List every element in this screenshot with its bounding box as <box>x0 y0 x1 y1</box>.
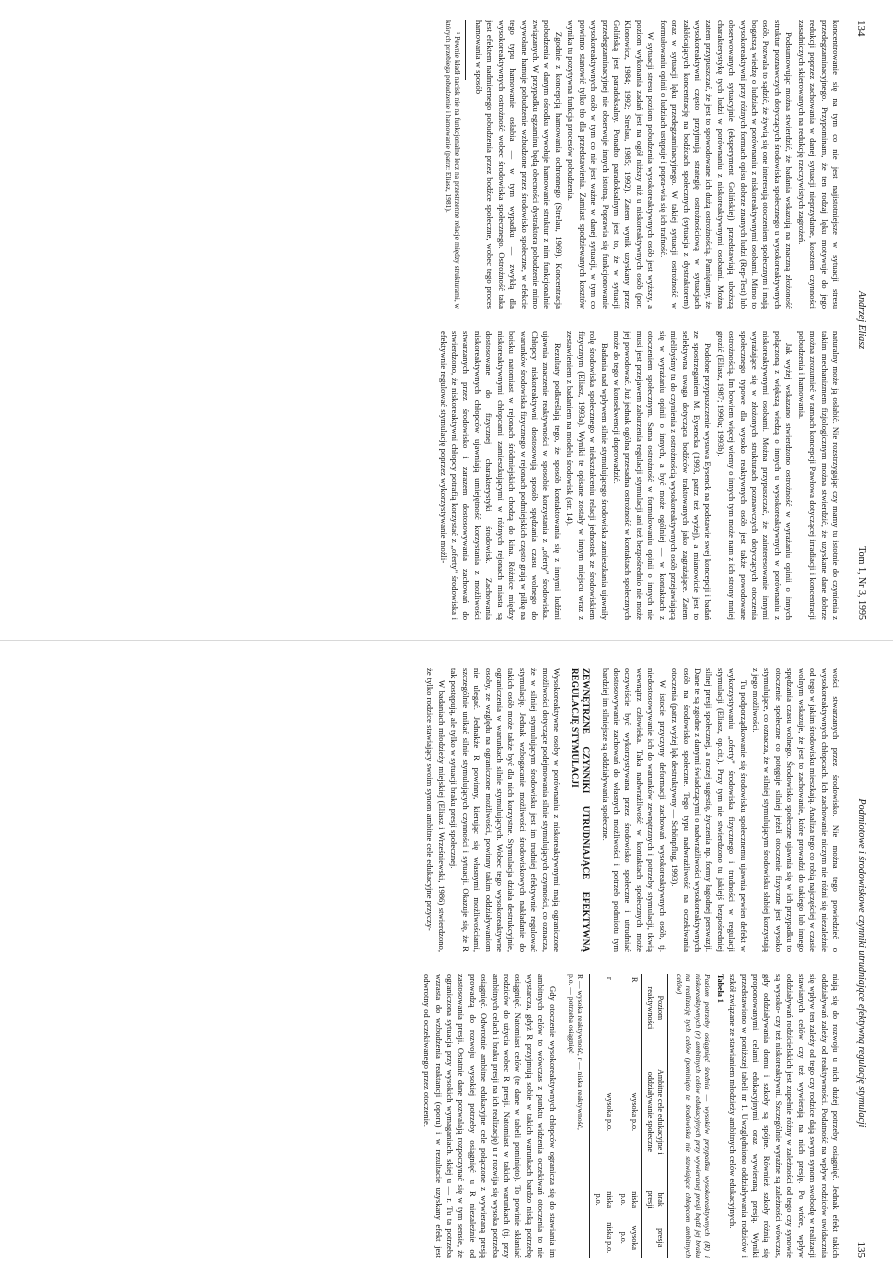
table-cell: niska p.o. <box>619 1191 639 1209</box>
paragraph: koncentrowanie się na tym co nie jest najistotniejsze w sytuacji stresu przedegzaminacyjnego. Przypominam, że ten rodzaj lęku motywuje do jego redukcji poprzez zachowania w danej sytuacji nieprzydatne, kosztem czynności zasadniczych skierowanych na redukcję rzeczywistych zagrożeń. <box>796 20 841 309</box>
table-caption: Poziom potrzeby osiągnięć średnia — wysoki/w przypadku wysokoreaktywnych (R) i niskoreaktywnych (r) ambitnych celów edukacyjnych przy wywieranej presji bądź jej braku na realizację tych celów (pominięto te środowiska nie stawiające chłopcom ambitnych celów) <box>674 974 713 1258</box>
right-column-1 <box>27 668 841 952</box>
paragraph: Rezultaty podkreślają tego, że sposób kontaktowania się z innymi ludźmi ujawnia znaczenie reaktywności w sposobie korzystania z „oferty" środowiska. Chłopcy niskoreaktywni dostosowują sposób spędzania czasu wolnego do warunków środowiska fizycznego w rejonach podmiejskich często grają w piłkę na boisku natomiast w rejonach śródmiejskich chodzą do kina. Różnice między niskoreaktywnymi chłopcami zamieszkującymi w różnych rejonach miasta są dostosowane do fizycznej charakterystyki środowisk. Zachowania niskoreaktywnych chłopców ujawniają umiejętność korzystania z możliwości stwarzanych przez środowisko i zarazem dostosowywania zachowań do stwierdzono, że niskoreaktywni chłopcy potrafią korzystać z „oferty" środowiska i efektywnie regulować stymulację poprzez wykorzystywanie możli- <box>438 331 563 620</box>
left-author: Andrzej Eliasz <box>856 290 867 350</box>
paragraph: niają się do rozwoju u nich dużej potrzeby osiągnięć. Jednak efekt takich oddziaływań zależy od reaktywności. Podatność na wpływ rodziców uwidacznia się wpływ ten zależy od tego czy rodzice dają swym synom swobodę w realizacji stawianych celów czy też wywierają na nich presję. Po wtóre, wpływ oddziaływań rodzicielskich jest zupełnie różny w zależności od tego czy synowie są wysoko- czy też niskoreaktywni. Szczególnie wyraźne są zależności wówczas, gdy oddziaływania domu i szkoły są spójne. Również szkoły różnią się proponowanymi celami edukacyjnymi oraz wywieraną presją. Wyniki przedstawiono w poniższej tabeli nr 1. Uwzględniono oddziaływania rodziców i szkół związane ze stawianiem młodzieży ambitnych celów edukacyjnych. <box>728 974 841 1258</box>
paragraph: Jak wyżej wskazano stwierdzono ostrożność w wyrażaniu opinii o innych połączoną z większą wiedzą o innych u wysokoreaktywnych w porównaniu z niskoreaktywnymi osobami. Można przypuszczać, że zainteresowanie innymi wyrażające się w złożonych strukturach poznawczych dotyczących otoczenia społecznego typowe dla wysoko reaktywnych osób jest także powodowane ostrożnością. Im bowiem więcej wiemy o innych tym może nam z ich strony mniej grozić (Eliasz, 1987; 1990a; 1993b). <box>715 331 795 620</box>
right-page <box>27 668 867 1258</box>
right-page-number: 135 <box>855 1241 867 1258</box>
legend-line: R — wysoka reaktywność, r — niska reaktywność, <box>576 974 586 1130</box>
left-column-2 <box>27 331 841 620</box>
left-column-1 <box>27 20 841 309</box>
table-cell: wysoka p.o. <box>629 1092 639 1132</box>
paragraph: naturalny może ją osłabić. Nie rozstrzygając czy mamy tu istotnie do czynienia z takim mechanizmem fizjologicznym można stwierdzić, że uzyskane dane dobrze można zrozumieć w ramach koncepcji Pawłowa dotyczącej irradiacji i koncentracji pobudzenia i hamowania. <box>796 331 841 620</box>
right-columns <box>27 668 841 1258</box>
right-running-title: Podmiotowe i środowiskowe czynniki utrudniające efektywną regulację stymulacji <box>856 798 867 1128</box>
table-row <box>616 974 642 1258</box>
table-header-cell: brak presji <box>641 1182 667 1218</box>
table-cell: wysoka p.o. <box>590 1042 616 1182</box>
table-cell: wysoka p.o. <box>619 1225 639 1250</box>
paragraph: Gdy otoczenie wysokoreaktywnych chłopców ogranicza się do stawiania im ambitnych celów to wówczas z punktu widzenia oczekiwań otoczenia to nie wystarcza, gdyż R przyjmują sobie w takich warunkach bardzo niską potrzebę osiągnięć. Natomiast celów (te dane w tabeli pominięto). To powinie skłaniać rodziców do użycia wobec R presji. Natomiast w takich warunkach (tj. przy ambitnych celach i braku presji na ich realizację) u r rozwija się wysoka potrzeba osiągnięć. Odwrotnie ambitne edukacyjne cele połączone z wywieraną presją prowadzą do rozwoju wysokiej potrzeby osiągnięć u R niezależnie od zastosowania presji. Ostatnie dane pozwalają rozpoczynać się w tym sensie, że ograniczona sytuacja przy wysokich wymaganiach. skiej u — r. Tu ta potrzeba wzrasta do wzbudzenia reaktancji (oporu) i w rezultacie uzyskany efekt jest odwrotny od oczekiwanego przez otoczenie. <box>422 974 558 1258</box>
paragraph: Podsumowując można stwierdzić, że badania wskazują na znaczną złożoność struktur poznawczych dotyczących środowiska społecznego u wysokoreaktywnych osób. Pozwala to sądzić, że żywią się one interesują otoczeniem społecznym i mają bogatszą wiedzę o ludziach w porównaniu z niskoreaktywnymi osobami. Mimo to wysokoreaktywni przy różnych formach opisu dobrze znanych ludzi (Rep-Test) lub obserwowanych sytuacyjnie (eksperyment Golińskiej) przedstawiają uboższą charakterystykę tych ludzi w porównaniu z niskoreaktywnymi osobami. Można zatem przypuszczać, że jest to spowodowane ich dużą ostrożnością. Pamiętamy, że wysokoreaktywni często przyjmują strategię ostrożnościową w sytuacjach zakłócających koncentrację na bodźcach społecznych (sytuacja z dystraktorem) oraz w sytuacji lęku przedegzaminacyjnego. W takiej sytuacji ostrożność w formułowaniu opinii o ludziach ustępuje i popra-wia się ich trafność. <box>658 20 795 309</box>
data-table <box>589 974 668 1258</box>
table-title: Tabela 1 <box>715 974 725 1003</box>
paragraph: W istocie przyczyny deformacji zachowań wysokoreaktywnych osób, tj. niedostosowywanie ich do warunków zewnętrznych i potrzeby stymulacji, tkwią wewnątrz człowieka. Taka nadwrażliwość w kontaktach społecznych może oczywiście być wykorzystywana przez środowisko społeczne i utrudniać dostosowywanie zachowań do własnych możliwości i potrzeb podmiotu tym bardziej im silniejsze są oddziaływania społeczne. <box>600 668 668 952</box>
footnote-rule <box>466 20 467 80</box>
table-legend <box>566 974 586 1258</box>
table-header-cell: Ambitne cele edukacyjne i oddziaływanie społeczne <box>641 1042 667 1182</box>
table-header-cell: Poziom reaktywności <box>641 974 667 1042</box>
table-cell: niska p.o. <box>590 1217 616 1258</box>
section-heading: ZEWNĘTRZNE CZYNNIKI UTRUDNIAJĄCE EFEKTYWNĄ REGULACJĘ STYMULACJI <box>569 668 592 952</box>
right-column-2 <box>27 974 841 1258</box>
left-page-number: 134 <box>855 20 867 37</box>
left-journal-issue: Tom 1, Nr 3, 1995 <box>856 546 867 620</box>
paragraph: Zgodnie z koncepcją hamowania ochronnego (Strelau, 1969). Koncentracja pobudzenia w danym ośrodku wywołuje hamowanie struktur z nim funkcjonalnie związanych. W przypadku egzaminu będą obecności dystraktora pobudzenie mimo wywołane hamuje pobudzenie wzbudzone przez środowisko społeczne, w efekcie tego typu hamowanie osłabia — w tym wypadku — zwykłą dla wysokoreaktywnych ostrożność wobec środowiska społecznego. Ostrożność taka jest efektem nadmiernego pobudzenia przez bodźce społeczne, wobec tego proces hamowania w sposób <box>473 20 564 309</box>
left-running-head <box>851 20 867 620</box>
footnote: ¹ Pewnie kładł nacisk nie na funkcjonalne lecz na przestrzenne relacje między strukturami, w których przebiega pobudzenie i hamowanie (patrz: Eliasz, 1981). <box>444 20 463 309</box>
paragraph: Tu podporządkowanie się środowisku społecznemu ujawnia pewien defekt w wykorzystywaniu „oferty" środowiska fizycznego i trudności w regulacji stymulacji (Eliasz, op.cit.). Przy tym nie stwierdzono tu jakiejś bezpośredniej silnej presji społecznej, a raczej sugestię, życzenia np. formy łagodnej perswazji. Dane te są zgodne z danymi świadczącymi o nadwrażliwości wysokoreaktywnych osób na środowisko społeczne. Tego typu nadwrażliwość na oczekiwania otoczenia (patrz wyżej lęk destruktywny — Schönpflug, 1993). <box>670 668 749 952</box>
paragraph: Badania nad wpływem silnie stymulującego środowiska zamieszkania ujawniły rolę środowiska społecznego w niekształceniu relacji jednostek ze środowiskiem fizycznym (Eliasz, 1993a). Wyniki te opisane zostały w innym miejscu wraz z zestawieniem z badaniem na modelu środowisk (str. 14). <box>565 331 610 620</box>
left-page <box>27 20 867 620</box>
table-cell: r <box>590 974 616 1042</box>
table-1 <box>566 974 725 1258</box>
left-columns <box>27 20 841 620</box>
table-cell: R <box>629 977 639 983</box>
paragraph: W badaniach młodzieży miejskiej (Eliasz i Wrześniewski, 1986) stwierdzono, że tylko rodzice stawiający swoim synom ambitne cele edukacyjne przyczy- <box>425 668 447 952</box>
paragraph: W sytuacji stresu poziom pobudzenia wysokoreaktywnych osób jest wyższy, a poziom wykonania zadań jest na ogół niższy niż u niskoreaktywnych osób (por. Klonowicz, 1984; 1992; Strelau, 1985; 1992). Zatem wynik uzyskany przez Golińską jest paradoksalny. Ponadto paradoksalnym jest to, że w sytuacji przedegzaminacyjnej nie obserwuje innych istotną. Poprawia się funkcjonowanie wysokoreaktywnych osób w tym co nie jest ważne w danej sytuacji, w tym co powinno stanowić tylko tło dla przedstawienia. Zamiast spodziewanych kosztów wynika tu pozytywna funkcja procesów pobudzenia. <box>566 20 657 309</box>
paragraph: Wysokoreaktywne osoby w porównaniu z niskoreaktywnymi mają ograniczone możliwości dotyczące podejmowania silnie stymulujących czynności, co oznacza, że w silniej stymulującym środowisku jest im trudniej efektywnie regulować stymulację. Jednak wzbogacanie możliwości środowiskowych nakładanie do takich osób może także być dla nich korzystne. Stymulacja działa destrukcyjnie, ograniczenia w warunkach silnie stymulujących. Wobec tego wysokoreaktywne osoby, ze względu na ograniczone możliwości, powinny takim oddziaływaniom nie ulegać. Jednakże R powinny, kierując się własnymi możliwościami, szczególnie unikać silnie stymulujących czynności i sytuacji. Okazuje się, że R tak postępują, ale tylko w sytuacji braku presji społecznej. <box>449 668 563 952</box>
table-cell: niska p.o. <box>590 1182 616 1218</box>
table-header-row <box>641 974 667 1258</box>
paragraph: Podobne przypuszczenie wysuwa Eysenck na podstawie swej koncepcji i badań ze spostrzeganiem M. Eysencka (1993, patrz też wyżej), a mianowicie jest to selektywna uwaga dotycząca bodźców traktowanych jako zagrażające. Zatem mielibyśmy tu do czynienia z ostrożnością wysokoreaktywnych osób przejawiającą się w wyrażaniu opinii o innych, a być może ogólniej — w kontaktach z otoczeniem społecznym. Sama ostrożność w formułowaniu opinii o innych nie musi jest przejawem zaburzenia regulacji stymulacji ani też bezpośrednio nie może jej powodować. Już jednak ogólna przesadna ostrożność w kontaktach społecznych może do tego w konsekwencji doprowadzić. <box>611 331 714 620</box>
legend-line: p.o. — potrzeba osiągnięć <box>566 974 576 1054</box>
book-gutter <box>0 640 893 641</box>
table-row <box>590 974 616 1258</box>
right-running-head <box>851 668 867 1258</box>
paragraph: wości stwarzanych przez środowisko. Nie można tego powiedzieć o wysokoreaktywnych chłopcach. Ich zachowanie niczym nie różni się niezależnie od tego w jakim środowisku mieszkają. Analiza tego co robią najczęściej w czasie wolnym wskazuje, że jest to zachowanie, które prowadzi do takiego lub innego spędzania czasu wolnego. Środowisko społeczne ujawnia się w ich przypadku to otoczenie społeczne co potęguje silniej jeżeli otoczenie fizyczne jest wysoko stymulujące, co oznacza, że w silniej stymulującym środowisku słabiej korzystają z jego możliwości. <box>751 668 841 952</box>
table-header-cell: presja <box>641 1217 667 1258</box>
